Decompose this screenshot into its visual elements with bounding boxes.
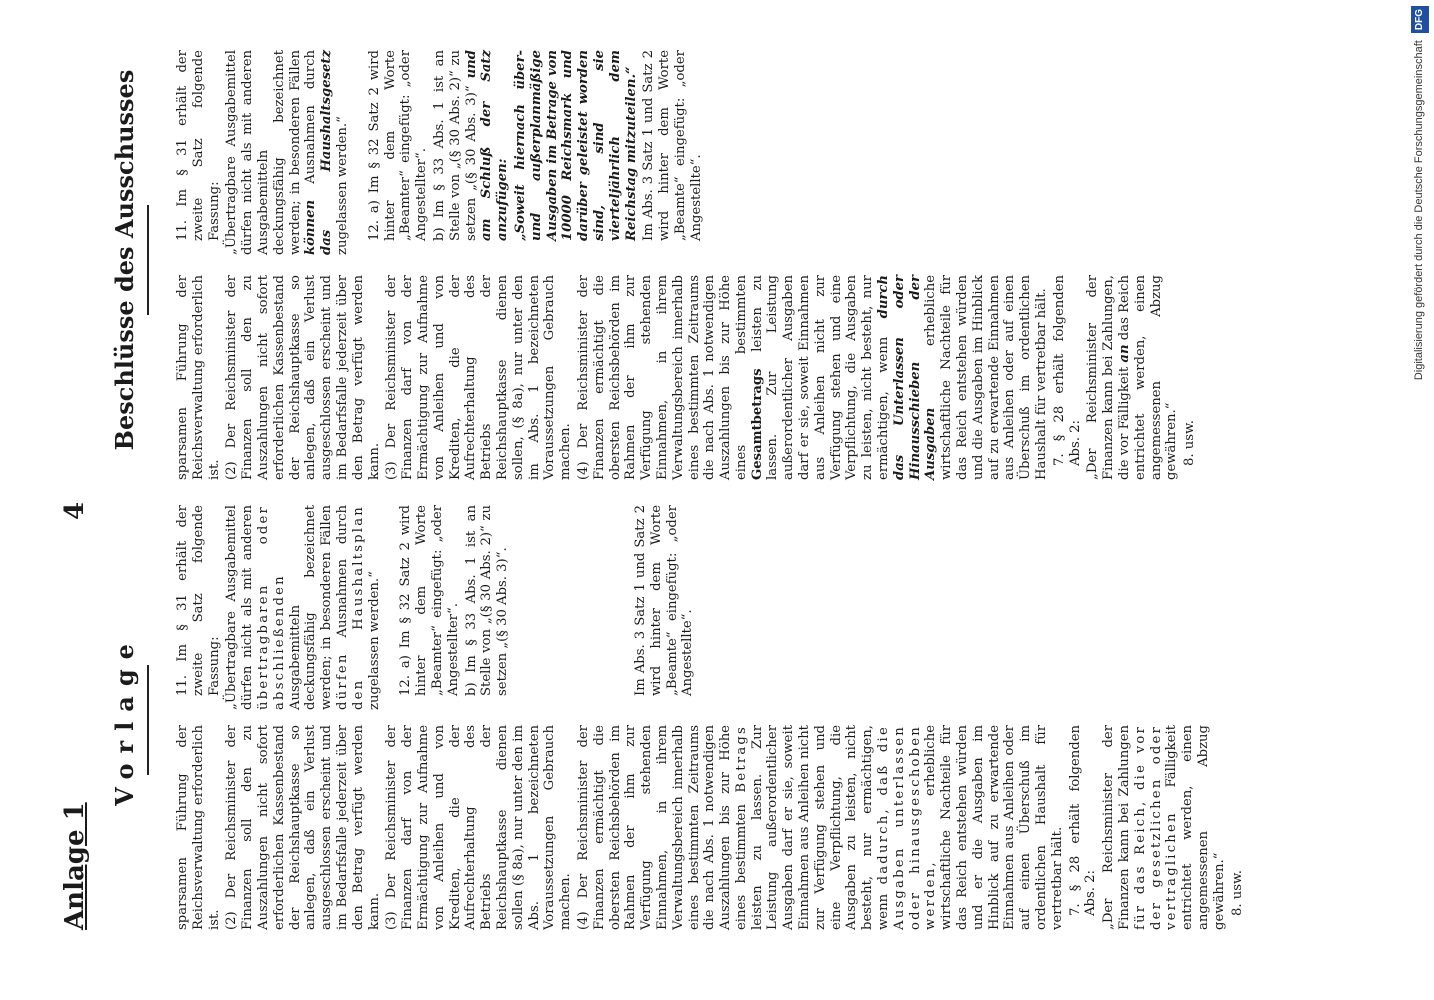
text-run: erhebliche wirtschaftliche Nachteile für das Reich entstehen würden und die Ausgaben im Hinblick auf zu erwartende Einnahmen aus Anleihen oder auf einen Überschuß im ordentlichen Haushalt für vertretbar hält. xyxy=(923,275,1050,480)
text-run: „Übertragbare Ausgabemittel dürfen nicht als mit anderen Ausgabemitteln deckungsfähig bezeichnet werden; in besonderen Fällen xyxy=(224,50,303,255)
spaced-text: für das Reich, die vor der gesetzlichen oder vertraglichen xyxy=(1132,725,1180,930)
text-run: leisten zu lassen. Zur Leistung außerordentlicher Ausgaben darf er sie, soweit Einnahmen aus Anleihen nicht zur Verfügung stehen und eine Verpflichtung, die Ausgaben zu leisten, nicht besteht, nur ermächtigen, wenn xyxy=(749,725,892,930)
spaced-text: den Haushaltsplan xyxy=(350,505,366,710)
section-7: 7. § 28 erhält folgenden Abs. 2: xyxy=(1067,725,1099,916)
text-run: Ausnahmen durch xyxy=(303,50,319,184)
paragraph xyxy=(1101,725,1227,930)
spacer xyxy=(353,50,367,255)
vorlage-column-1 xyxy=(175,725,1247,930)
paragraph xyxy=(576,275,1050,480)
section-12b: b) Im § 33 Abs. 1 ist an Stelle von „(§ 30 Abs. 2)“ zu setzen „(§ 30 Abs. 3)“. xyxy=(463,505,511,696)
paragraph xyxy=(576,725,1066,930)
text-run: b) Im § 33 Abs. 1 ist an Stelle von „(§ 30 Abs. 2)“ zu setzen „(§ 30 Abs. 3)“ xyxy=(431,50,479,241)
text-run: Fälligkeit entrichtet werden, einen angemessenen Abzug gewähren.“ xyxy=(1164,725,1227,930)
section-12a: 12. a) Im § 32 Satz 2 wird hinter dem Worte „Beamter“ eingefügt: „oder Angestellter“. xyxy=(398,505,461,696)
text-run: „Der Reichsminister der Finanzen kann bei Zahlungen xyxy=(1101,725,1133,930)
paragraph: (3) Der Reichsminister der Finanzen darf von der Ermächtigung zur Aufnahme von Anleihen und von Krediten, die der Aufrechterhaltung des Betriebs der Reichshauptkasse dienen sollen (§ 8a), nur unter den im Abs. 1 bezeichneten Voraussetzungen Gebrauch machen. xyxy=(384,725,574,930)
paragraph: sparsamen Führung der Reichsverwaltung erforderlich ist. xyxy=(175,275,222,480)
text-run: zugelassen werden.“ xyxy=(366,571,382,710)
text-run: erhebliche wirtschaftliche Nachteile für das Reich entstehen würden und er die Ausgaben im Hinblick auf zu erwartende Einnahmen aus Anleihen oder auf einen Überschuß im ordentlichen Haushalt für vertretbar hält. xyxy=(923,725,1065,930)
dfg-logo: DFG xyxy=(1411,6,1429,33)
title-rule xyxy=(147,205,149,315)
anlage-label: Anlage 1 xyxy=(60,802,90,930)
paragraph: sparsamen Führung der Reichsverwaltung erforderlich ist. xyxy=(175,725,222,930)
beschluesse-column-2 xyxy=(175,50,707,255)
section-11: 11. Im § 31 erhält der zweite Satz folgende Fassung: xyxy=(175,505,222,696)
text-run: leisten zu lassen. Zur Leistung außerordentlicher Ausgaben darf er sie, soweit Einnahmen aus Anleihen nicht zur Verfügung stehen und eine Verpflichtung, die Ausgaben zu leisten, nicht besteht, nur ermächtigen, wenn xyxy=(749,275,892,480)
beschluesse-column-1 xyxy=(175,275,1200,480)
spacer xyxy=(384,505,398,710)
spaced-text: Betrags xyxy=(733,725,749,793)
text-run: (4) Der Reichsminister der Finanzen ermächtigt die obersten Reichsbehörden im Rahmen der ihm zur Verfügung stehenden Einnahmen, in ihrem Verwaltungsbereich innerhalb eines bestimmten Zeitraums die nach Abs. 1 notwendigen Auszahlungen bis zur Höhe eines bestimmten xyxy=(575,725,749,930)
title-rule xyxy=(147,665,149,775)
bold-text: Gesamtbetrags xyxy=(749,368,765,480)
text-run: „Übertragbare Ausgabemittel dürfen nicht als mit anderen xyxy=(224,505,256,710)
paragraph xyxy=(224,505,382,710)
text-run: „Der Reichsminister der Finanzen kann bei Zahlungen, die vor Fälligkeit xyxy=(1085,275,1133,480)
paragraph: (2) Der Reichsminister der Finanzen soll den zu Auszahlungen nicht sofort erforderlichen Kassenbestand der Reichshauptkasse so anlegen, daß ein Verlust ausgeschlossen erscheint und im Bedarfsfalle jederzeit über den Betrag verfügt werden kann. xyxy=(224,725,382,930)
paragraph: (3) Der Reichsminister der Finanzen darf von der Ermächtigung zur Aufnahme von Anleihen und von Krediten, die der Aufrechterhaltung des Betriebs der Reichshauptkasse dienen sollen, (§ 8a), nur unter den im Abs. 1 bezeichneten Voraussetzungen Gebrauch machen. xyxy=(384,275,574,480)
vorlage-title-text: Vorlage xyxy=(110,634,139,806)
bold-italic-text: und am Schluß der Satz anzufügen: xyxy=(463,50,511,241)
bold-italic-text: an xyxy=(1117,344,1133,363)
section-12-abs3: Im Abs. 3 Satz 1 und Satz 2 wird hinter dem Worte „Beamte“ eingefügt: „oder Angestellte“. xyxy=(641,50,704,241)
section-12b xyxy=(432,50,511,255)
dfg-sidebar xyxy=(1410,6,1428,994)
text-run: Ausnahmen durch xyxy=(334,505,350,638)
text-run: das Reich entrichtet werden, einen angemessenen Abzug gewähren.“ xyxy=(1117,275,1180,480)
text-run: zugelassen werden.“ xyxy=(334,116,350,255)
page-number: 4 xyxy=(60,501,90,520)
dfg-note-text: Digitalisierung gefördert durch die Deutsche Forschungsgemeinschaft xyxy=(1413,40,1425,381)
bold-italic-text: das Haushaltsgesetz xyxy=(319,50,335,255)
vorlage-column-2 xyxy=(175,505,698,710)
vorlage-title xyxy=(110,510,149,930)
spacer xyxy=(513,505,633,710)
bold-italic-text: durch das Unterlassen oder Hinausschieben der Ausgaben xyxy=(876,275,939,480)
dfg-note xyxy=(1410,6,1428,994)
spaced-text: übertragbaren oder abschließenden xyxy=(255,505,287,710)
inserted-sentence: „Soweit hiernach über- und außerplanmäßige Ausgaben im Betrage von 10000 Reichsmark und darüber geleistet worden sind, sind sie vierteljährlich dem Reichstag mitzuteilen.“ xyxy=(512,50,639,241)
section-8: 8. usw. xyxy=(1182,420,1198,466)
section-11: 11. Im § 31 erhält der zweite Satz folgende Fassung: xyxy=(175,50,222,241)
section-12a: 12. a) Im § 32 Satz 2 wird hinter dem Worte „Beamter“ eingefügt: „oder Angestellter“. xyxy=(366,50,430,241)
section-7: 7. § 28 erhält folgenden Abs. 2: xyxy=(1051,275,1083,466)
beschluesse-title-text: Beschlüsse des Ausschusses xyxy=(110,69,139,451)
spaced-text: dürfen xyxy=(334,652,350,710)
bold-italic-text: können xyxy=(303,199,319,255)
paragraph: (2) Der Reichsminister der Finanzen soll den zu Auszahlungen nicht sofort erforderlichen Kassenbestand der Reichshauptkasse so anlegen, daß ein Verlust ausgeschlossen erscheint und im Bedarfsfalle jederzeit über den Betrag verfügt werden kann. xyxy=(224,275,382,480)
section-8: 8. usw. xyxy=(1229,870,1245,916)
paragraph xyxy=(1085,275,1180,480)
text-run: (4) Der Reichsminister der Finanzen ermächtigt die obersten Reichsbehörden im Rahmen der ihm zur Verfügung stehenden Einnahmen, in ihrem Verwaltungsbereich innerhalb eines bestimmten Zeitraums die nach Abs. 1 notwendigen Auszahlungen bis zur Höhe eines bestimmten xyxy=(575,275,749,480)
beschluesse-title xyxy=(110,40,149,480)
spaced-text: dadurch, daß die Ausgaben unterlassen oder hinausgeschoben werden, xyxy=(876,725,939,930)
text-run: Ausgabemitteln deckungsfähig bezeichnet werden; in besonderen Fällen xyxy=(287,505,335,710)
paragraph xyxy=(224,50,350,255)
section-12-abs3: Im Abs. 3 Satz 1 und Satz 2 wird hinter dem Worte „Beamte“ eingefügt: „oder Angestellte“. xyxy=(632,505,696,696)
